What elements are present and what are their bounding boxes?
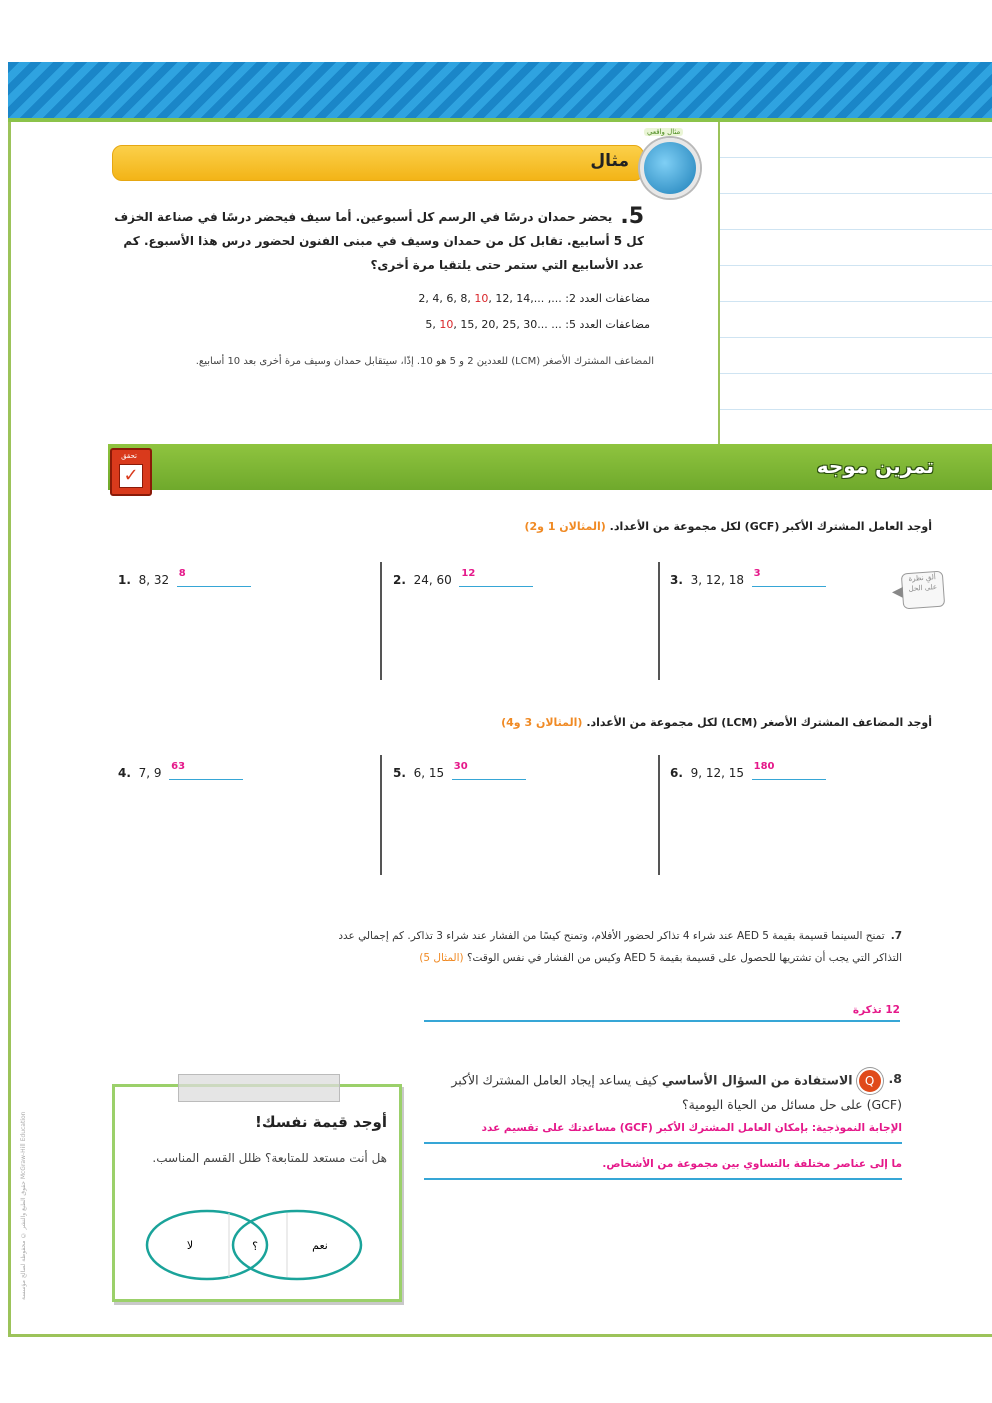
answer-field[interactable] [177, 568, 251, 587]
answer-value: 180 [753, 761, 775, 772]
q8-text: كيف يساعد إيجاد العامل المشترك الأكبر (GCF) على حل مسائل من الحياة اليومية؟ [451, 1072, 902, 1112]
exercise-6 [670, 761, 826, 780]
notes-panel [718, 122, 992, 444]
guided-practice-title: تمرين موجه [816, 454, 934, 478]
column-divider [658, 755, 660, 875]
q7-answer-line [424, 1020, 900, 1022]
mult2-hit: 10 [474, 292, 489, 305]
exercise-numbers: 3, 12, 18 [690, 573, 744, 587]
example-small-label: مثال واقعي [644, 128, 683, 136]
hint-arrow-icon: ◀ [892, 584, 903, 600]
exercise-number: 5. [393, 766, 406, 780]
venn-maybe-label: ؟ [252, 1240, 258, 1253]
column-divider [658, 562, 660, 680]
column-divider [380, 755, 382, 875]
magnifier-icon: Q [857, 1068, 883, 1094]
mult2-before: 2, 4, 6, 8, [418, 292, 475, 305]
rate-question: هل أنت مستعد للمتابعة؟ ظلل القسم المناسب. [152, 1151, 387, 1165]
exercise-number: 6. [670, 766, 683, 780]
mult5-before: 5, [425, 318, 440, 331]
answer-field[interactable] [452, 761, 526, 780]
header-band [8, 62, 992, 122]
check-badge-label: تحقق [121, 452, 137, 460]
answer-field[interactable] [752, 568, 826, 587]
gcf-instr-ref: (المثالان 1 و2) [524, 520, 606, 533]
q7-answer[interactable] [424, 1004, 900, 1016]
copyright-margin: حقوق الطبع والنشر © محفوظة لصالح مؤسسة McGraw-Hill Education [20, 1111, 27, 1300]
venn-diagram [145, 1207, 365, 1285]
example-title-bar [112, 145, 644, 181]
lcm-instr-ref: (المثالان 3 و4) [501, 716, 583, 729]
q8-answer-line-1[interactable]: الإجابة النموذجية: بإمكان العامل المشترك الأكبر (GCF) مساعدتك على تقسيم عدد [481, 1122, 902, 1134]
exercise-5 [393, 761, 526, 780]
hint-badge[interactable]: ألقِ نظرة على الحل [901, 571, 945, 610]
answer-value: 3 [753, 568, 761, 579]
rate-title: أوجد قيمة نفسك! [255, 1113, 387, 1131]
q8-rule-2 [424, 1178, 902, 1180]
exercise-2 [393, 568, 533, 587]
mult2-after: , 12, 14,... [488, 292, 545, 305]
venn-no-label: لا [186, 1239, 194, 1252]
q7-text: تمنح السينما قسيمة بقيمة 5 AED عند شراء 4 تذاكر لحضور الأفلام، وتمنح كيسًا من الفشار عند شراء 3 تذاكر. كم إجمالي عدد التذاكر التي يجب أن تشتريها للحصول على قسيمة بقيمة 5 AED وكيس من الفشار في نفس الوقت؟ [338, 930, 902, 964]
exercise-numbers: 24, 60 [413, 573, 452, 587]
question-8 [414, 1068, 902, 1116]
question-7 [330, 925, 902, 969]
venn-yes-label: نعم [312, 1239, 328, 1252]
exercise-numbers: 7, 9 [138, 766, 162, 780]
guided-practice-bar [108, 444, 992, 490]
mult2-label: مضاعفات العدد 2: ..., [547, 292, 650, 305]
mult2-values [418, 292, 544, 306]
column-divider [380, 562, 382, 680]
q8-number: 8. [888, 1071, 902, 1086]
q8-rule-1 [424, 1142, 902, 1144]
gcf-instr-text: أوجد العامل المشترك الأكبر (GCF) لكل مجموعة من الأعداد. [609, 520, 932, 533]
mult5-hit: 10 [439, 318, 454, 331]
answer-value: 12 [461, 568, 476, 579]
answer-field[interactable] [169, 761, 243, 780]
check-icon [110, 448, 152, 496]
example-conclusion: المضاعف المشترك الأصغر (LCM) للعددين 2 و 5 هو 10. إذًا، سيتقابل حمدان وسيف مرة أخرى بعد 10 أسابيع. [195, 356, 654, 367]
exercise-3 [670, 568, 826, 587]
exercise-numbers: 9, 12, 15 [690, 766, 744, 780]
answer-value: 8 [178, 568, 186, 579]
q8-answer-line-2[interactable]: ما إلى عناصر مختلفة بالتساوي بين مجموعة من الأشخاص. [602, 1158, 902, 1170]
exercise-numbers: 6, 15 [413, 766, 445, 780]
q7-ref: (المثال 5) [419, 952, 464, 964]
q7-number: 7. [890, 930, 902, 942]
tape-decoration [178, 1074, 340, 1102]
lcm-instructions [300, 716, 932, 729]
exercise-4 [118, 761, 243, 780]
multiples-of-2 [400, 292, 650, 306]
answer-field[interactable] [752, 761, 826, 780]
mult5-values [425, 318, 547, 332]
answer-value: 30 [453, 761, 468, 772]
q8-heading: الاستفادة من السؤال الأساسي [661, 1072, 853, 1088]
exercise-number: 4. [118, 766, 131, 780]
mult5-after: , 15, 20, 25, 30... [453, 318, 548, 331]
example-question [114, 205, 644, 277]
checkmark-icon: ✓ [119, 464, 143, 488]
example-number: 5. [620, 204, 644, 229]
multiples-of-5 [400, 318, 650, 332]
exercise-number: 3. [670, 573, 683, 587]
example-question-text: يحضر حمدان درسًا في الرسم كل أسبوعين. أما سيف فيحضر درسًا في صناعة الخزف كل 5 أسابيع. تقابل كل من حمدان وسيف في مبنى الفنون لحضور درس هذا الأسبوع. كم عدد الأسابيع التي ستمر حتى يلتقيا مرة أخرى؟ [114, 210, 644, 272]
answer-value: 63 [171, 761, 186, 772]
exercise-number: 2. [393, 573, 406, 587]
rate-yourself-box [112, 1084, 402, 1302]
q7-answer-text: 12 تذكرة [852, 1004, 900, 1016]
answer-field[interactable] [459, 568, 533, 587]
exercise-number: 1. [118, 573, 131, 587]
globe-icon [640, 138, 700, 198]
mult5-label: مضاعفات العدد 5: ... [551, 318, 650, 331]
example-title: مثال [590, 151, 629, 171]
exercise-1 [118, 568, 251, 587]
exercise-numbers: 8, 32 [138, 573, 170, 587]
gcf-instructions [300, 520, 932, 533]
lcm-instr-text: أوجد المضاعف المشترك الأصغر (LCM) لكل مجموعة من الأعداد. [586, 716, 932, 729]
